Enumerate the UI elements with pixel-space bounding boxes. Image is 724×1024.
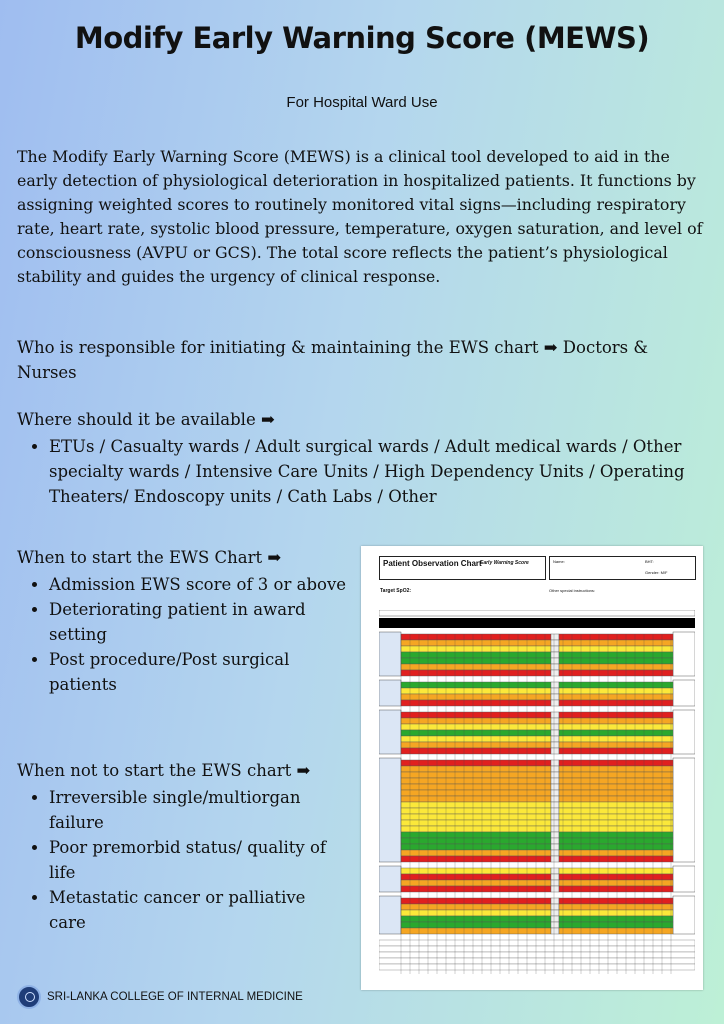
score-row xyxy=(401,898,551,904)
score-row xyxy=(559,916,673,922)
score-row xyxy=(401,856,551,862)
score-row xyxy=(401,844,551,850)
instructions-label: Other special instructions: xyxy=(549,588,596,593)
score-cell xyxy=(551,640,559,646)
list-item: • Metastatic cancer or palliative care xyxy=(49,885,347,935)
score-row xyxy=(559,730,673,736)
score-cell xyxy=(551,748,559,754)
block-scale xyxy=(673,710,695,754)
score-cell xyxy=(551,718,559,724)
score-row xyxy=(401,880,551,886)
gender-field: Gender: M/F xyxy=(645,570,668,575)
score-row xyxy=(559,802,673,808)
chart-subtitle: Early Warning Score xyxy=(480,560,529,566)
block-label xyxy=(379,758,401,862)
score-row xyxy=(401,670,551,676)
score-cell xyxy=(551,802,559,808)
score-cell xyxy=(551,700,559,706)
score-row xyxy=(401,832,551,838)
score-row xyxy=(559,718,673,724)
score-cell xyxy=(551,922,559,928)
score-cell xyxy=(551,874,559,880)
page-title: Modify Early Warning Score (MEWS) xyxy=(74,21,650,55)
where-heading: Where should it be available ➡ xyxy=(17,410,275,429)
when-not-heading: When not to start the EWS chart ➡ xyxy=(17,761,311,780)
score-cell xyxy=(551,670,559,676)
score-row xyxy=(401,772,551,778)
score-row xyxy=(559,832,673,838)
when-start-section xyxy=(17,545,347,697)
list-item: • Irreversible single/multiorgan failure xyxy=(49,785,347,835)
score-cell xyxy=(551,880,559,886)
block-scale xyxy=(673,632,695,676)
score-row xyxy=(559,790,673,796)
score-row xyxy=(401,712,551,718)
score-row xyxy=(559,886,673,892)
score-row xyxy=(559,640,673,646)
score-row xyxy=(401,796,551,802)
score-row xyxy=(401,760,551,766)
score-cell xyxy=(551,916,559,922)
score-row xyxy=(401,730,551,736)
list-item: • Admission EWS score of 3 or above xyxy=(49,572,347,597)
bht-field: BHT: xyxy=(645,559,654,564)
score-row xyxy=(401,910,551,916)
score-row xyxy=(559,634,673,640)
score-cell xyxy=(551,688,559,694)
score-cell xyxy=(551,868,559,874)
total-row xyxy=(379,946,695,952)
total-row xyxy=(379,958,695,964)
list-item: • Deteriorating patient in award setting xyxy=(49,597,347,647)
score-row xyxy=(401,652,551,658)
name-field: Name: xyxy=(553,559,565,564)
score-row xyxy=(559,820,673,826)
score-row xyxy=(401,718,551,724)
score-cell xyxy=(551,682,559,688)
block-label xyxy=(379,896,401,934)
responsible-text: Who is responsible for initiating & maintaining the EWS chart ➡ Doctors & Nurses xyxy=(17,338,649,382)
score-row xyxy=(401,682,551,688)
time-row xyxy=(379,610,695,616)
score-cell xyxy=(551,808,559,814)
score-cell xyxy=(551,838,559,844)
score-row xyxy=(401,838,551,844)
observation-chart-image xyxy=(361,546,703,990)
where-list xyxy=(17,434,707,509)
score-row xyxy=(559,808,673,814)
block-label xyxy=(379,680,401,706)
page-subtitle: For Hospital Ward Use xyxy=(286,94,438,111)
score-row xyxy=(559,838,673,844)
score-row xyxy=(401,688,551,694)
score-cell xyxy=(551,814,559,820)
score-cell xyxy=(551,646,559,652)
score-row xyxy=(401,802,551,808)
score-row xyxy=(559,772,673,778)
score-row xyxy=(559,688,673,694)
score-cell xyxy=(551,730,559,736)
score-cell xyxy=(551,664,559,670)
when-not-list xyxy=(17,785,347,935)
score-cell xyxy=(551,658,559,664)
score-row xyxy=(401,646,551,652)
score-row xyxy=(401,868,551,874)
score-row xyxy=(559,670,673,676)
score-row xyxy=(559,904,673,910)
block-label xyxy=(379,632,401,676)
score-row xyxy=(401,826,551,832)
total-row xyxy=(379,940,695,946)
block-scale xyxy=(673,896,695,934)
score-cell xyxy=(551,904,559,910)
score-row xyxy=(559,664,673,670)
score-row xyxy=(559,814,673,820)
score-row xyxy=(401,634,551,640)
score-row xyxy=(559,682,673,688)
score-cell xyxy=(551,778,559,784)
where-section xyxy=(17,407,707,509)
score-cell xyxy=(551,928,559,934)
score-row xyxy=(559,796,673,802)
header-band xyxy=(379,618,695,628)
score-cell xyxy=(551,694,559,700)
score-row xyxy=(559,868,673,874)
score-row xyxy=(401,694,551,700)
score-row xyxy=(401,808,551,814)
score-row xyxy=(559,928,673,934)
score-row xyxy=(559,748,673,754)
score-row xyxy=(401,658,551,664)
score-row xyxy=(559,736,673,742)
score-cell xyxy=(551,910,559,916)
score-row xyxy=(559,880,673,886)
score-row xyxy=(559,844,673,850)
score-cell xyxy=(551,832,559,838)
score-row xyxy=(559,712,673,718)
score-row xyxy=(559,658,673,664)
score-row xyxy=(559,874,673,880)
score-cell xyxy=(551,766,559,772)
score-row xyxy=(559,910,673,916)
score-row xyxy=(401,700,551,706)
score-row xyxy=(401,916,551,922)
footer-text: SRI-LANKA COLLEGE OF INTERNAL MEDICINE xyxy=(47,991,303,1003)
college-logo-icon xyxy=(17,985,41,1009)
score-cell xyxy=(551,790,559,796)
score-row xyxy=(401,724,551,730)
block-label xyxy=(379,710,401,754)
score-row xyxy=(401,742,551,748)
score-row xyxy=(401,814,551,820)
score-row xyxy=(559,784,673,790)
score-row xyxy=(401,664,551,670)
score-cell xyxy=(551,886,559,892)
when-not-section xyxy=(17,758,347,935)
score-cell xyxy=(551,820,559,826)
score-cell xyxy=(551,742,559,748)
intro-paragraph: The Modify Early Warning Score (MEWS) is a clinical tool developed to aid in the early detection of physiological deterioration in hospitalized patients. It functions by assigning weighted scores to routinely monitored vital signs—including respiratory rate, heart rate, systolic blood pressure, temperature, oxygen saturation, and level of consciousness (AVPU or GCS). The total score reflects the patient’s physiological stability and guides the urgency of clinical response. xyxy=(17,147,703,286)
when-start-list xyxy=(17,572,347,697)
block-scale xyxy=(673,758,695,862)
score-row xyxy=(559,694,673,700)
score-row xyxy=(401,820,551,826)
score-cell xyxy=(551,634,559,640)
score-row xyxy=(559,826,673,832)
score-row xyxy=(559,850,673,856)
score-row xyxy=(401,886,551,892)
target-spo2-label: Target SpO2: xyxy=(380,588,412,594)
score-row xyxy=(401,640,551,646)
list-item: • ETUs / Casualty wards / Adult surgical wards / Adult medical wards / Other specialty wards / Intensive Care Units / High Dependency Units / Operating Theaters/ Endoscopy units / Cath Labs / Other xyxy=(49,434,707,509)
score-row xyxy=(401,766,551,772)
score-row xyxy=(559,778,673,784)
list-item: • Post procedure/Post surgical patients xyxy=(49,647,347,697)
score-row xyxy=(559,742,673,748)
score-row xyxy=(401,874,551,880)
score-cell xyxy=(551,772,559,778)
score-cell xyxy=(551,712,559,718)
score-row xyxy=(401,784,551,790)
score-cell xyxy=(551,898,559,904)
score-cell xyxy=(551,652,559,658)
score-cell xyxy=(551,844,559,850)
total-row xyxy=(379,952,695,958)
score-cell xyxy=(551,736,559,742)
score-row xyxy=(401,778,551,784)
score-row xyxy=(559,766,673,772)
score-row xyxy=(401,790,551,796)
score-row xyxy=(559,724,673,730)
chart-patient-info xyxy=(549,556,696,580)
score-row xyxy=(401,850,551,856)
score-cell xyxy=(551,784,559,790)
score-cell xyxy=(551,724,559,730)
score-row xyxy=(559,922,673,928)
score-cell xyxy=(551,760,559,766)
total-row xyxy=(379,964,695,970)
block-scale xyxy=(673,680,695,706)
when-start-heading: When to start the EWS Chart ➡ xyxy=(17,548,282,567)
score-row xyxy=(401,922,551,928)
score-row xyxy=(559,760,673,766)
score-row xyxy=(559,652,673,658)
score-row xyxy=(559,898,673,904)
observation-grid xyxy=(379,610,695,974)
score-row xyxy=(559,700,673,706)
block-label xyxy=(379,866,401,892)
score-row xyxy=(401,904,551,910)
score-row xyxy=(401,736,551,742)
score-row xyxy=(401,748,551,754)
score-cell xyxy=(551,850,559,856)
chart-title: Patient Observation Chart xyxy=(383,559,482,568)
score-cell xyxy=(551,826,559,832)
score-cell xyxy=(551,856,559,862)
score-row xyxy=(559,646,673,652)
score-row xyxy=(559,856,673,862)
score-row xyxy=(401,928,551,934)
list-item: • Poor premorbid status/ quality of life xyxy=(49,835,347,885)
block-scale xyxy=(673,866,695,892)
chart-header-box xyxy=(379,556,546,580)
score-cell xyxy=(551,796,559,802)
